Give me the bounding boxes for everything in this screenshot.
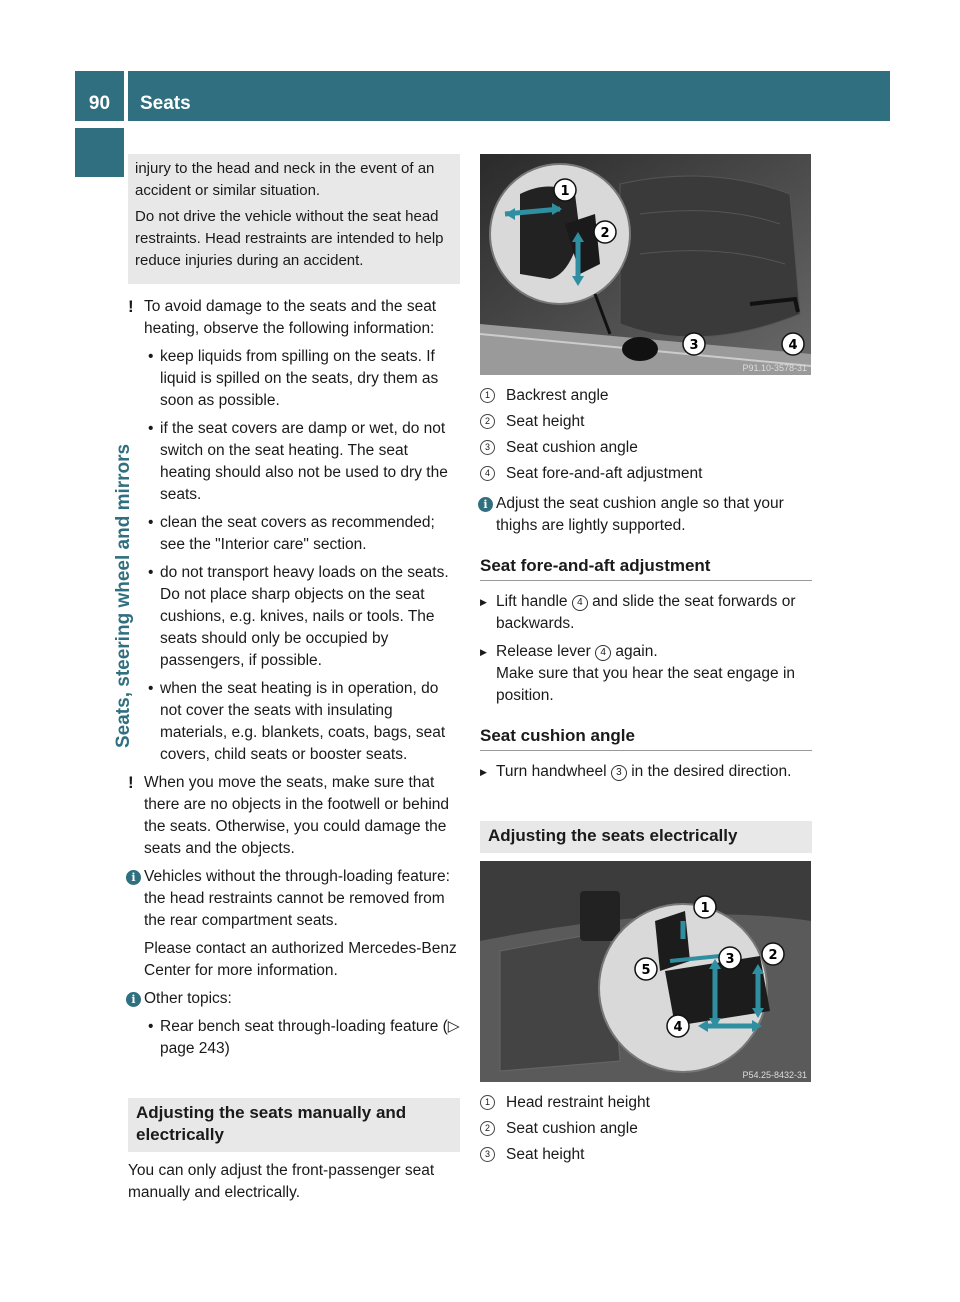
step-release-lever: ▶ Release lever 4 again. Make sure that you hear the seat engage in position.: [480, 641, 812, 707]
section-heading-manual: Adjusting the seats manually and electrically: [128, 1098, 460, 1152]
callout-5: 5: [641, 963, 651, 978]
move-seats-note: [128, 772, 460, 860]
section-manual-body: You can only adjust the front-passenger seat manually and electrically.: [128, 1162, 435, 1201]
damage-bullets: [128, 346, 460, 766]
other-topics-text: Other topics:: [144, 990, 232, 1007]
figure-code: P54.25-8432-31: [742, 1070, 807, 1080]
step-lift-handle: ▶ Lift handle 4 and slide the seat forwards or backwards.: [480, 591, 812, 635]
warning-text-1: injury to the head and neck in the event of an accident or similar situation.: [135, 160, 435, 199]
callout-ref: 4: [572, 595, 588, 611]
header-bar: [75, 71, 890, 121]
warning-box: [128, 154, 460, 284]
manual-seat-figure: [480, 154, 811, 375]
damage-note: [128, 296, 460, 766]
callout-2: 2: [600, 226, 610, 241]
electric-seat-figure: [480, 861, 811, 1082]
callout-2: 2: [768, 948, 778, 963]
move-seats-text: When you move the seats, make sure that there are no objects in the footwell or behind the seats. Otherwise, you could damage the seats and the objects.: [144, 774, 450, 857]
through-loading-text-2: Please contact an authorized Mercedes-Benz Center for more information.: [144, 940, 457, 979]
section-heading-electric: Adjusting the seats electrically: [480, 821, 812, 853]
cushion-info-note: [480, 493, 812, 537]
figure-code: P91.10-3578-31: [742, 363, 807, 373]
side-chapter-title: Seats, steering wheel and mirrors: [113, 443, 134, 748]
callout-3: 3: [689, 338, 699, 353]
callout-1: 1: [560, 184, 570, 199]
list-item: • keep liquids from spilling on the seats. If liquid is spilled on the seats, dry them as soon as possible.: [144, 346, 460, 412]
callout-ref: 3: [611, 765, 627, 781]
legend-item: 1 Head restraint height: [480, 1092, 812, 1114]
electric-seat-illustration: [480, 861, 811, 1082]
list-item: • clean the seat covers as recommended; see the "Interior care" section.: [144, 512, 460, 556]
legend-item: 3 Seat height: [480, 1144, 812, 1166]
exclamation-icon: !: [128, 297, 134, 316]
info-icon: i: [126, 870, 141, 885]
figure2-legend: [480, 1092, 812, 1166]
legend-item: 2 Seat cushion angle: [480, 1118, 812, 1140]
callout-3: 3: [725, 952, 735, 967]
callout-4: 4: [788, 338, 798, 353]
callout-4: 4: [673, 1020, 683, 1035]
side-tab: [75, 128, 124, 177]
right-column: [480, 154, 812, 1174]
callout-1: 1: [700, 901, 710, 916]
through-loading-text-1: Vehicles without the through-loading feature: the head restraints cannot be removed from the rear compartment seats.: [144, 868, 450, 929]
exclamation-icon: !: [128, 773, 134, 792]
figure1-legend: [480, 385, 812, 485]
header-divider: [124, 71, 128, 121]
legend-item: 4 Seat fore-and-aft adjustment: [480, 463, 812, 485]
section-heading-fore-aft: Seat fore-and-aft adjustment: [480, 555, 812, 581]
page-title: Seats: [140, 93, 191, 114]
cushion-info-text: Adjust the seat cushion angle so that your thighs are lightly supported.: [496, 495, 784, 534]
other-topics-bullets: [128, 1016, 460, 1060]
legend-item: 2 Seat height: [480, 411, 812, 433]
warning-text-2: Do not drive the vehicle without the seat head restraints. Head restraints are intended to help reduce injuries during an accident.: [135, 208, 444, 269]
list-item: • when the seat heating is in operation, do not cover the seats with insulating materials, e.g. blankets, coats, bags, seat covers, child seats or booster seats.: [144, 678, 460, 766]
callout-ref: 4: [595, 645, 611, 661]
section-heading-cushion: Seat cushion angle: [480, 725, 812, 751]
page-number: 90: [88, 93, 111, 114]
legend-item: 1 Backrest angle: [480, 385, 812, 407]
list-item: • do not transport heavy loads on the seats. Do not place sharp objects on the seat cushions, e.g. knives, nails or tools. The seats should only be occupied by passengers, if possible.: [144, 562, 460, 672]
manual-seat-illustration: [480, 154, 811, 375]
through-loading-note: [128, 866, 460, 982]
legend-item: 3 Seat cushion angle: [480, 437, 812, 459]
damage-intro: To avoid damage to the seats and the seat heating, observe the following information:: [144, 298, 437, 337]
other-topics-note: [128, 988, 460, 1060]
info-icon: i: [126, 992, 141, 1007]
info-icon: i: [478, 497, 493, 512]
list-item: • if the seat covers are damp or wet, do not switch on the seat heating. The seat heating should also not be used to dry the seats.: [144, 418, 460, 506]
step-turn-handwheel: ▶ Turn handwheel 3 in the desired direction.: [480, 761, 812, 783]
left-column: [128, 154, 460, 1204]
page-link[interactable]: • Rear bench seat through-loading feature (▷ page 243): [144, 1016, 460, 1060]
